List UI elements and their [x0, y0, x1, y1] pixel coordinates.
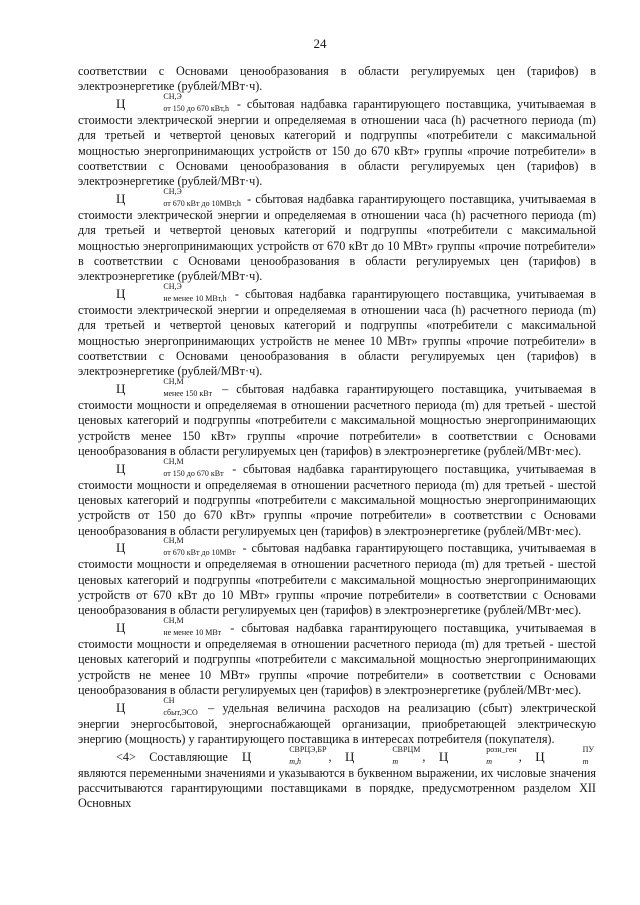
- symbol-superscript: СН,М: [163, 536, 184, 546]
- formula-symbol: [116, 187, 243, 209]
- components-text: являются переменными значениями и указываются в буквенном выражении, их числовые значения рассчитываются гарантирующими поставщиками в порядке, предусмотренном разделом XII Основных: [78, 765, 596, 811]
- symbol-indices: [125, 282, 227, 304]
- page-number: 24: [313, 36, 327, 51]
- definition-paragraph: [78, 187, 596, 284]
- definition-paragraph: [78, 616, 596, 698]
- symbol-subscript: сбыт,ЭСО: [163, 707, 198, 717]
- definition-text: - сбытовая надбавка гарантирующего поставщика, учитываемая в стоимости электрической энергии и определяемая в отношении часа (h) расчетного периода (m) для третьей и четвертой ценовых категорий и подгруппы «потребители с максимальной мощностью энергопринимающих устройств не менее 10 МВт» группы «прочие потребители» в соответствии с Основами ценообразования в области регулируемых цен (тарифов) в электроэнергетике (рублей/МВт·ч).: [78, 287, 596, 379]
- symbol-superscript: СН: [163, 695, 175, 705]
- symbol-indices: [125, 695, 198, 717]
- symbol-base: Ц: [116, 460, 126, 476]
- symbol-subscript: m,h: [289, 756, 301, 766]
- formula-symbol: [116, 282, 229, 304]
- symbol-subscript: не менее 10 МВт,h: [163, 294, 227, 304]
- symbol-subscript: от 670 кВт до 10МВт: [163, 548, 236, 558]
- formula-symbol: [116, 456, 226, 478]
- component-symbol: [344, 744, 422, 766]
- symbol-superscript: розн_ген: [486, 744, 517, 754]
- definition-paragraph: [78, 695, 596, 748]
- symbol-subscript: m: [582, 756, 589, 766]
- symbol-indices: [448, 744, 517, 766]
- formula-symbol: [116, 536, 238, 558]
- symbol-base: Ц: [116, 620, 126, 636]
- symbol-superscript: СВРЦМ: [392, 744, 421, 754]
- symbol-indices: [125, 92, 229, 114]
- symbol-base: Ц: [116, 96, 126, 112]
- definition-paragraph: [78, 282, 596, 379]
- definition-text: - сбытовая надбавка гарантирующего поставщика, учитываемая в стоимости электрической энергии и определяемая в отношении часа (h) расчетного периода (m) для третьей и четвертой ценовых категорий и подгруппы «потребители с максимальной мощностью энергопринимающих устройств от 670 кВт до 10 МВт» группы «прочие потребители» в соответствии с Основами ценообразования в области регулируемых цен (тарифов) в электроэнергетике (рублей/МВт·ч).: [78, 192, 596, 284]
- symbol-subscript: не менее 10 МВт: [163, 628, 222, 638]
- symbol-indices: [125, 536, 236, 558]
- definition-text: - сбытовая надбавка гарантирующего поставщика, учитываемая в стоимости мощности и определяемая в отношении расчетного периода (m) для третьей - шестой ценовых категорий и подгруппы «потребители с максимальной мощностью энергопринимающих устройств от 670 кВт до 10 МВт» группы «прочие потребители» в соответствии с Основами ценообразования в области регулируемых цен (тарифов) в электроэнергетике (рублей/МВт·мес).: [78, 541, 596, 618]
- definition-paragraph: [78, 536, 596, 618]
- symbol-base: Ц: [344, 748, 355, 764]
- symbol-base: Ц: [116, 381, 126, 397]
- symbol-indices: [125, 616, 222, 638]
- symbol-superscript: СН,М: [163, 456, 184, 466]
- symbol-superscript: ПУ: [582, 744, 595, 754]
- definition-text: - сбытовая надбавка гарантирующего поставщика, учитываемая в стоимости мощности и определяемая в отношении расчетного периода (m) для третьей - шестой ценовых категорий и подгруппы «потребители с максимальной мощностью энергопринимающих устройств не менее 10 МВт» группы «прочие потребители» в соответствии с Основами ценообразования в области регулируемых цен (тарифов) в электроэнергетике (рублей/МВт·мес).: [78, 621, 596, 697]
- symbol-separator: ,: [422, 749, 426, 764]
- formula-symbol: [116, 92, 231, 114]
- component-symbol: [438, 744, 519, 766]
- symbol-subscript: от 150 до 670 кВт: [163, 468, 224, 478]
- symbol-base: Ц: [116, 699, 126, 715]
- definition-text: - сбытовая надбавка гарантирующего поставщика, учитываемая в стоимости мощности и определяемая в отношении расчетного периода (m) для третьей - шестой ценовых категорий и подгруппы «потребители с максимальной мощностью энергопринимающих устройств от 150 до 670 кВт» группы «прочие потребители» в соответствии с Основами ценообразования в области регулируемых цен (тарифов) в электроэнергетике (рублей/МВт·мес).: [78, 461, 596, 538]
- symbol-indices: [545, 744, 595, 766]
- symbol-separator: ,: [518, 749, 522, 764]
- symbol-indices: [125, 456, 224, 478]
- definition-paragraph: [78, 456, 596, 539]
- symbol-subscript: менее 150 кВт: [163, 389, 213, 399]
- symbol-base: Ц: [116, 191, 126, 207]
- symbol-superscript: СН,Э: [163, 92, 182, 102]
- definition-paragraph: [78, 377, 596, 459]
- symbol-superscript: СВРЦЭ,БР: [289, 744, 327, 754]
- symbol-subscript: от 670 кВт до 10МВт,h: [163, 199, 241, 209]
- components-symbols: [241, 744, 596, 766]
- symbol-superscript: СН,Э: [163, 282, 182, 292]
- components-paragraph: [78, 744, 596, 812]
- symbol-base: Ц: [241, 748, 252, 764]
- symbol-base: Ц: [438, 748, 449, 764]
- symbol-indices: [125, 377, 213, 399]
- symbol-subscript: от 150 до 670 кВт,h: [163, 104, 229, 114]
- symbol-subscript: m: [392, 756, 399, 766]
- definition-paragraph: [78, 92, 596, 189]
- symbol-indices: [354, 744, 421, 766]
- component-symbol: [535, 744, 596, 766]
- symbol-separator: ,: [328, 749, 332, 764]
- symbol-base: Ц: [116, 286, 126, 302]
- symbol-superscript: СН,М: [163, 377, 184, 387]
- symbol-superscript: СН,Э: [163, 187, 182, 197]
- symbol-base: Ц: [116, 540, 126, 556]
- component-symbol: [241, 744, 332, 766]
- components-prefix: <4> Составляющие: [116, 749, 228, 764]
- definition-text: – удельная величина расходов на реализацию (сбыт) электрической энергии энергосбытовой, энергоснабжающей организации, приобретающей электрическую энергию (мощность) у гарантирующего поставщика в интересах потребителя (покупателя).: [78, 700, 596, 747]
- symbol-base: Ц: [535, 748, 545, 764]
- symbol-superscript: СН,М: [163, 616, 184, 626]
- symbol-indices: [251, 744, 327, 766]
- symbol-subscript: m: [486, 756, 493, 766]
- definition-text: – сбытовая надбавка гарантирующего поставщика, учитываемая в стоимости мощности и определяемая в отношении расчетного периода (m) для третьей - шестой ценовых категорий и подгруппы «потребители с максимальной мощностью энергопринимающих устройств менее 150 кВт» группы «прочие потребители» в соответствии с Основами ценообразования в области регулируемых цен (тарифов) в электроэнергетике (рублей/МВт·мес).: [78, 382, 596, 458]
- definitions-list: [78, 92, 596, 747]
- definition-text: - сбытовая надбавка гарантирующего поставщика, учитываемая в стоимости электрической энергии и определяемая в отношении часа (h) расчетного периода (m) для третьей и четвертой ценовых категорий и подгруппы «потребители с максимальной мощностью энергопринимающих устройств от 150 до 670 кВт» группы «прочие потребители» в соответствии с Основами ценообразования в области регулируемых цен (тарифов) в электроэнергетике (рублей/МВт·ч).: [78, 97, 596, 189]
- formula-symbol: [116, 377, 214, 399]
- formula-symbol: [116, 695, 200, 717]
- document-body: [78, 64, 596, 813]
- opening-paragraph: соответствии с Основами ценообразования в области регулируемых цен (тарифов) в электроэнергетике (рублей/МВт·ч).: [78, 64, 596, 94]
- formula-symbol: [116, 616, 223, 638]
- symbol-indices: [125, 187, 241, 209]
